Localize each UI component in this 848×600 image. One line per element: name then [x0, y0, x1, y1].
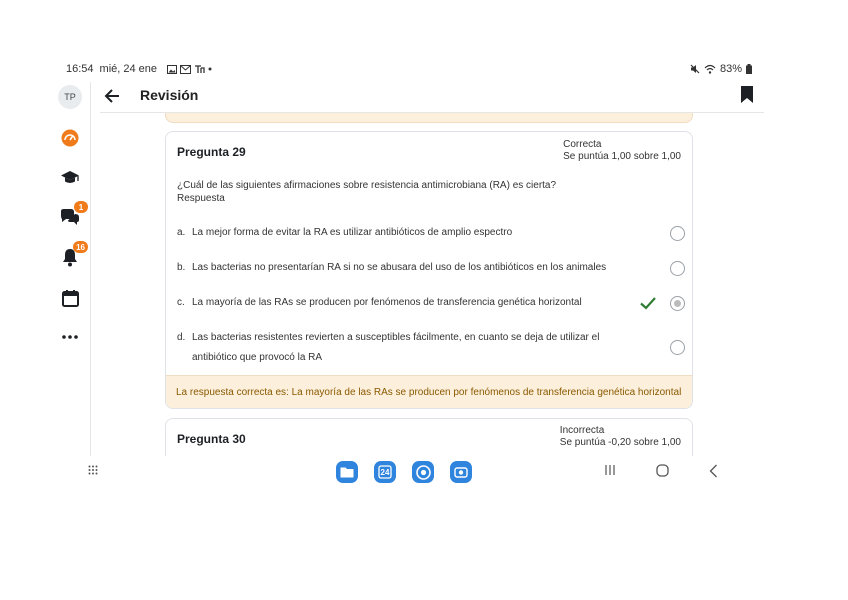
mute-icon: [690, 64, 700, 74]
files-app[interactable]: [336, 461, 358, 483]
option-d-radio[interactable]: [670, 340, 685, 355]
home-button[interactable]: [656, 464, 669, 477]
option-text: Las bacterias no presentarían RA si no se abusara del uso de los antibióticos en los animales: [192, 262, 607, 273]
gallery-icon: [167, 65, 177, 74]
apps-grid-button[interactable]: [88, 465, 98, 475]
status-label: Correcta: [563, 139, 602, 150]
notifications-badge: 16: [73, 241, 88, 253]
page-title: Revisión: [140, 87, 199, 103]
teams-icon: [194, 65, 205, 74]
question-card-30: [165, 418, 693, 456]
sidebar-item-more[interactable]: [58, 325, 82, 349]
battery-level: 83%: [719, 63, 742, 75]
calendar-app[interactable]: [374, 461, 396, 483]
avatar-initials: TP: [64, 92, 76, 102]
option-text: Las bacterias resistentes revierten a susceptibles fácilmente, en cuanto se deja de utilizar el antibiótico que provocó la RA: [192, 332, 600, 363]
review-content[interactable]: [91, 113, 764, 456]
back-button[interactable]: [102, 85, 124, 107]
option-letter: c.: [177, 297, 185, 308]
top-bar: [100, 82, 764, 113]
dashboard-icon: [61, 129, 79, 147]
status-time: 16:54: [66, 63, 94, 75]
question-status: [560, 425, 681, 449]
option-c-radio[interactable]: [670, 296, 685, 311]
sidebar-item-dashboard[interactable]: [58, 126, 82, 150]
battery-icon: [746, 64, 752, 74]
score-label: Se puntúa 1,00 sobre 1,00: [563, 151, 681, 162]
graduation-cap-icon: [60, 170, 80, 186]
camera-app[interactable]: [450, 461, 472, 483]
question-status: [563, 139, 681, 163]
system-nav-bar: [66, 458, 756, 486]
status-label: Incorrecta: [559, 425, 605, 436]
files-icon: [340, 466, 354, 478]
back-icon: [709, 464, 718, 478]
option-a-radio[interactable]: [670, 226, 685, 241]
status-bar: [66, 62, 756, 78]
dot-icon: [208, 67, 212, 71]
status-date: mié, 24 ene: [99, 63, 158, 75]
wifi-icon: [704, 64, 716, 74]
sidebar-item-courses[interactable]: [58, 166, 82, 190]
calendar-app-day: 24: [380, 467, 390, 477]
camera-icon: [454, 466, 468, 478]
score-label: Se puntúa -0,20 sobre 1,00: [559, 437, 681, 448]
system-back-button[interactable]: [709, 464, 718, 478]
sidebar-item-calendar[interactable]: [58, 286, 82, 310]
question-title: Pregunta 29: [177, 145, 246, 159]
question-text: ¿Cuál de las siguientes afirmaciones sobre resistencia antimicrobiana (RA) es cierta?: [177, 180, 557, 191]
arrow-left-icon: [102, 85, 124, 107]
calendar-icon: [62, 289, 79, 307]
answer-label: Respuesta: [177, 193, 225, 204]
sidebar-item-notifications[interactable]: [58, 242, 85, 269]
recents-icon: [604, 464, 616, 476]
option-text: La mejor forma de evitar la RA es utilizar antibióticos de amplio espectro: [192, 227, 513, 238]
bookmark-icon: [740, 85, 754, 104]
option-c[interactable]: [177, 293, 685, 313]
messages-badge: 1: [74, 201, 88, 213]
correct-answer-feedback: La respuesta correcta es: La mayoría de las RAs se producen por fenómenos de transferencia genética horizontal: [166, 375, 693, 408]
recents-button[interactable]: [604, 464, 616, 476]
option-letter: b.: [177, 262, 186, 273]
option-letter: a.: [177, 227, 186, 238]
sidebar-item-messages[interactable]: [58, 202, 84, 229]
home-icon: [656, 464, 669, 477]
option-letter: d.: [177, 332, 186, 343]
mail-icon: [180, 65, 191, 74]
option-b[interactable]: [177, 258, 685, 278]
option-a[interactable]: [177, 223, 685, 243]
question-card-29: [165, 131, 693, 409]
bookmark-button[interactable]: [740, 85, 756, 105]
option-b-radio[interactable]: [670, 261, 685, 276]
correct-check-icon: [639, 294, 657, 312]
question-title: Pregunta 30: [177, 432, 246, 446]
chrome-icon: [416, 465, 431, 480]
chrome-app[interactable]: [412, 461, 434, 483]
option-text: La mayoría de las RAs se producen por fenómenos de transferencia genética horizontal: [192, 297, 582, 308]
option-d[interactable]: [177, 328, 685, 368]
avatar[interactable]: [58, 85, 82, 109]
more-icon: [62, 335, 78, 339]
previous-feedback-box: [165, 113, 693, 123]
apps-grid-icon: [88, 465, 98, 475]
